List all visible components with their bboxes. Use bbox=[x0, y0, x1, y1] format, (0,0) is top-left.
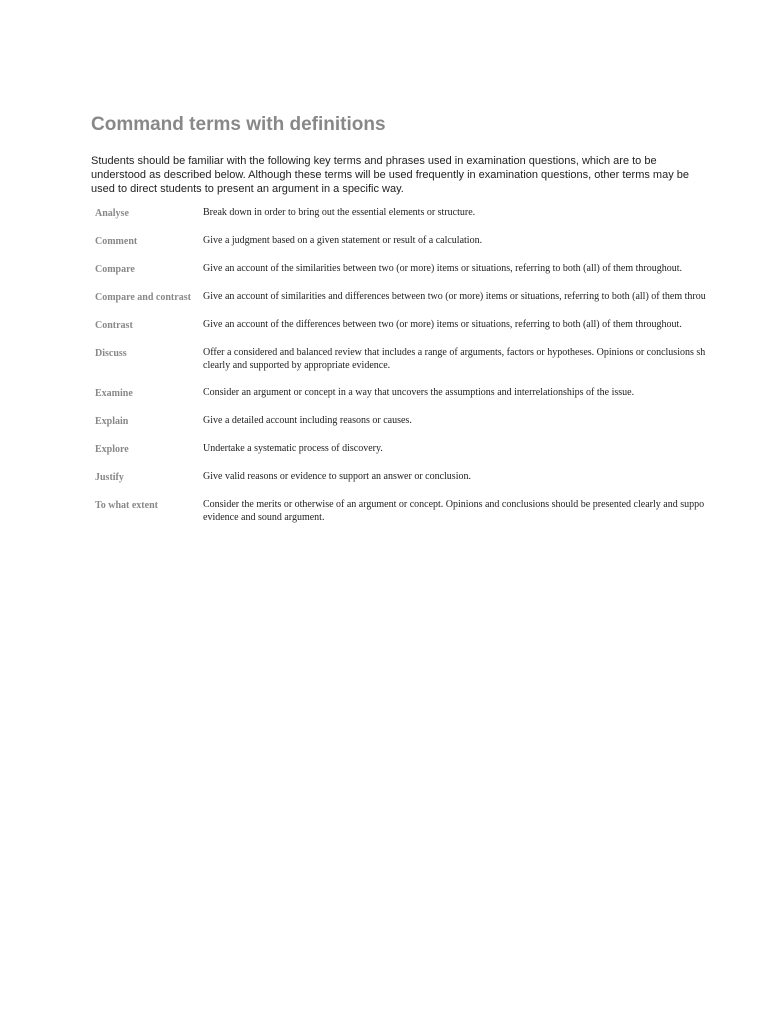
definition-line: Undertake a systematic process of discovery. bbox=[203, 443, 383, 454]
definition-line: Break down in order to bring out the essential elements or structure. bbox=[203, 207, 476, 218]
term-definition bbox=[203, 318, 768, 331]
definition-line: Give a judgment based on a given statement or result of a calculation. bbox=[203, 235, 483, 246]
definition-line: Give an account of the similarities between two (or more) items or situations, referring to both (all) of them throughout. bbox=[203, 263, 683, 274]
definition-line: Give an account of the differences between two (or more) items or situations, referring to both (all) of them throughout. bbox=[203, 319, 682, 330]
term-name: Examine bbox=[95, 388, 133, 399]
term-name: Discuss bbox=[95, 348, 127, 359]
term-row bbox=[95, 470, 768, 484]
term-row bbox=[95, 262, 768, 276]
term-name: Explore bbox=[95, 444, 129, 455]
term-definition bbox=[203, 290, 768, 303]
term-definition bbox=[203, 498, 768, 524]
definition-line: Give a detailed account including reasons or causes. bbox=[203, 415, 412, 426]
definition-line: Offer a considered and balanced review that includes a range of arguments, factors or hypotheses. Opinions or conclusions sh bbox=[203, 347, 706, 358]
term-name: Analyse bbox=[95, 208, 129, 219]
term-row bbox=[95, 290, 768, 304]
definition-line: Consider the merits or otherwise of an argument or concept. Opinions and conclusions should be presented clearly and suppo bbox=[203, 499, 705, 510]
term-name: Compare bbox=[95, 264, 135, 275]
definition-line: Give valid reasons or evidence to support an answer or conclusion. bbox=[203, 471, 471, 482]
term-row bbox=[95, 386, 768, 400]
term-row bbox=[95, 318, 768, 332]
term-definition bbox=[203, 442, 768, 455]
term-row bbox=[95, 234, 768, 248]
command-terms-list bbox=[95, 206, 768, 538]
term-definition bbox=[203, 346, 768, 372]
term-name: Comment bbox=[95, 236, 138, 247]
term-row bbox=[95, 414, 768, 428]
term-definition bbox=[203, 206, 768, 219]
term-name: Justify bbox=[95, 472, 124, 483]
definition-line: clearly and supported by appropriate evidence. bbox=[203, 360, 391, 371]
term-name: Compare and contrast bbox=[95, 292, 191, 303]
term-definition bbox=[203, 262, 768, 275]
term-row bbox=[95, 206, 768, 220]
term-definition bbox=[203, 414, 768, 427]
definition-line: Give an account of similarities and differences between two (or more) items or situations, referring to both (all) of them throu bbox=[203, 291, 706, 302]
term-row bbox=[95, 442, 768, 456]
definition-line: Consider an argument or concept in a way that uncovers the assumptions and interrelationships of the issue. bbox=[203, 387, 635, 398]
page-title: Command terms with definitions bbox=[91, 114, 386, 135]
term-definition bbox=[203, 386, 768, 399]
term-row bbox=[95, 498, 768, 524]
term-definition bbox=[203, 470, 768, 483]
term-name: To what extent bbox=[95, 500, 158, 511]
term-row bbox=[95, 346, 768, 372]
definition-line: evidence and sound argument. bbox=[203, 512, 325, 523]
term-name: Contrast bbox=[95, 320, 133, 331]
term-name: Explain bbox=[95, 416, 129, 427]
term-definition bbox=[203, 234, 768, 247]
intro-paragraph: Students should be familiar with the following key terms and phrases used in examination questions, which are to be understood as described below. Although these terms will be used frequently in examination questions, other terms may be used to direct students to present an argument in a specific way. bbox=[91, 155, 690, 195]
